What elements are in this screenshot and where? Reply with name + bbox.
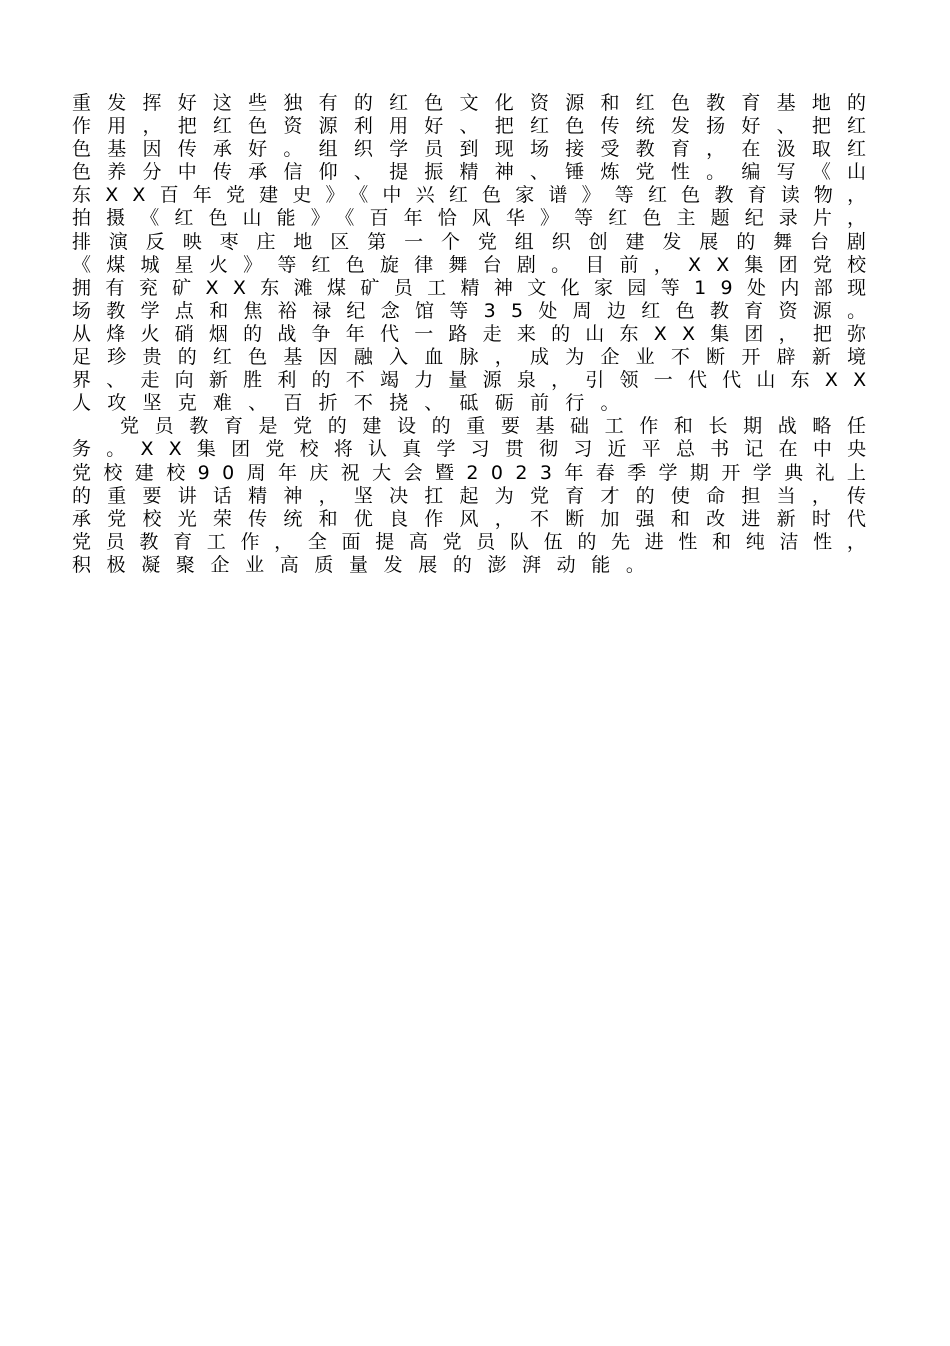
text-line: 党校建校90周年庆祝大会暨2023年春季学期开学典礼上: [72, 461, 879, 484]
text-line: 人攻坚克难、百折不挠、砥砺前行。: [72, 392, 636, 415]
text-line: 重发挥好这些独有的红色文化资源和红色教育基地的: [72, 92, 883, 114]
text-line: 从烽火硝烟的战争年代一路走来的山东XX集团，把弥: [72, 322, 882, 345]
text-line: 场教学点和焦裕禄纪念馆等35处周边红色教育资源。: [72, 299, 882, 322]
text-line: 党员教育是党的建设的重要基础工作和长期战略任: [120, 415, 882, 438]
text-line: 色基因传承好。组织学员到现场接受教育，在汲取红: [72, 138, 883, 161]
text-line: 拍摄《红色山能》《百年恰风华》等红色主题纪录片，: [72, 207, 882, 230]
text-line: 党员教育工作，全面提高党员队伍的先进性和纯洁性，: [72, 530, 881, 553]
text-line: 作用，把红色资源利用好、把红色传统发扬好、把红: [72, 115, 883, 138]
text-line: 《煤城星火》等红色旋律舞台剧。目前，XX集团党校: [72, 253, 882, 276]
text-line: 东XX百年党建史》《中兴红色家谱》等红色教育读物，: [72, 184, 881, 207]
body-text: [72, 92, 902, 577]
paragraph-red-culture: [72, 92, 902, 415]
text-line: 的重要讲话精神，坚决扛起为党育才的使命担当，传: [72, 484, 883, 507]
text-line: 承党校光荣传统和优良作风，不断加强和改进新时代: [72, 507, 883, 530]
text-line: 务。XX集团党校将认真学习贯彻习近平总书记在中央: [72, 438, 882, 461]
paragraph-party-education: [72, 415, 902, 577]
text-line: 界、走向新胜利的不竭力量源泉，引领一代代山东XX: [72, 369, 882, 392]
text-line: 排演反映枣庄地区第一个党组织创建发展的舞台剧: [72, 230, 884, 253]
text-line: 足珍贵的红色基因融入血脉，成为企业不断开辟新境: [72, 346, 883, 369]
text-line: 拥有兖矿XX东滩煤矿员工精神文化家园等19处内部现: [72, 276, 881, 299]
text-line: 色养分中传承信仰、提振精神、锤炼党性。编写《山: [72, 161, 883, 184]
text-line: 积极凝聚企业高质量发展的澎湃动能。: [72, 553, 661, 576]
